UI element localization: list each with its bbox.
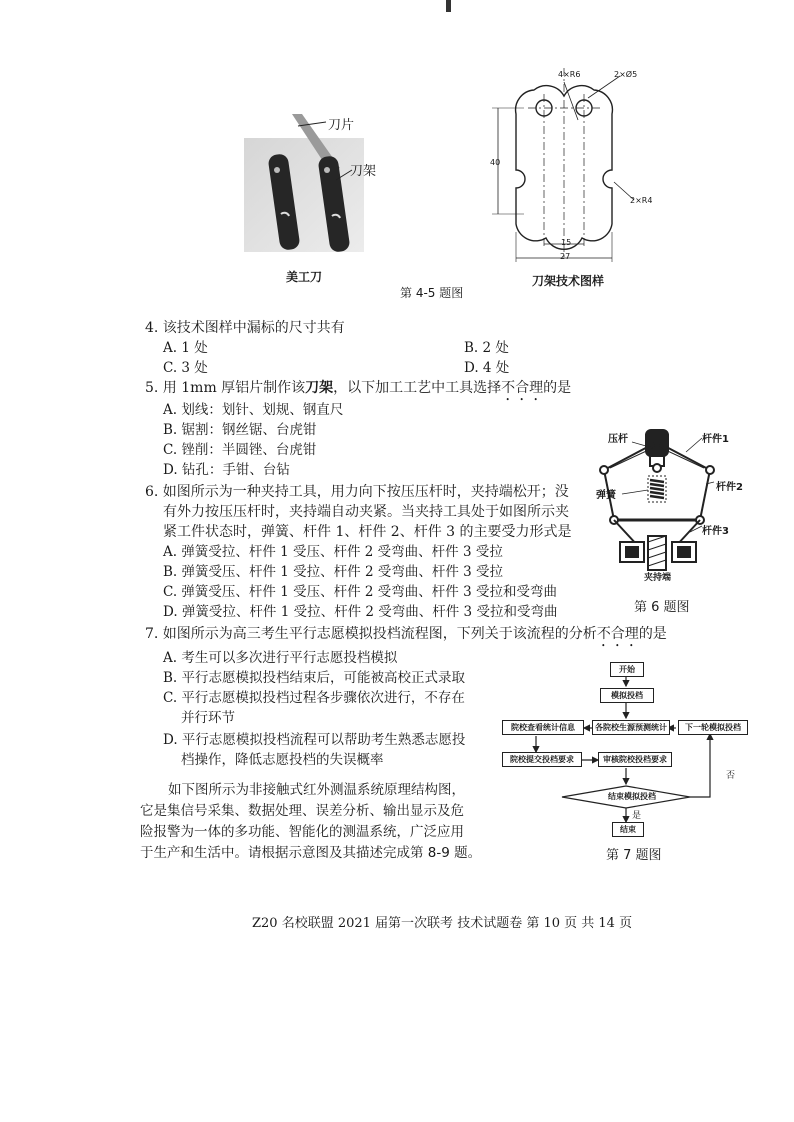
q5-stem-bold: 刀架 (305, 380, 334, 396)
page-footer: Z20 名校联盟 2021 届第一次联考 技术试题卷 第 10 页 共 14 页 (252, 916, 633, 931)
flow-end-sim: 结束模拟投档 (608, 792, 656, 801)
blade-label: 刀片 (328, 118, 355, 133)
q7-caption: 第 7 题图 (606, 848, 662, 863)
clamp-label-rod3: 杆件3 (702, 526, 729, 537)
q4-option-a: A. 1 处 (163, 340, 208, 356)
flow-stats: 各院校生源预测统计 (592, 720, 670, 735)
clamp-label-press-rod: 压杆 (608, 434, 628, 445)
flow-submit-req: 院校提交投档要求 (502, 752, 582, 767)
flow-simulate: 模拟投档 (600, 688, 654, 703)
clamp-label-spring: 弹簧 (596, 490, 616, 501)
flow-no: 否 (726, 771, 736, 781)
q5-stem-after: 的是 (543, 380, 572, 396)
intro-line-4: 于生产和生活中。请根据示意图及其描述完成第 8-9 题。 (140, 845, 482, 861)
q4-option-c: C. 3 处 (163, 360, 208, 376)
q5-option-d: D. 钻孔：手钳、台钻 (163, 462, 290, 478)
clamp-figure (590, 424, 740, 580)
knife-caption: 美工刀 (286, 270, 323, 284)
holder-drawing (484, 64, 660, 268)
q7-option-d-line-1: D. 平行志愿模拟投档流程可以帮助考生熟悉志愿投 (163, 732, 466, 748)
q7-stem-before: 7. 如图所示为高三考生平行志愿模拟投档流程图，下列关于该流程的分析 (145, 626, 597, 642)
q6-stem-line-2: 有外力按压压杆时，夹持端自动夹紧。当夹持工具处于如图所示夹 (163, 504, 569, 520)
q7-stem-after: 的是 (638, 626, 667, 642)
drawing-caption: 刀架技术图样 (532, 274, 605, 288)
q7-option-c-line-1: C. 平行志愿模拟投档过程各步骤依次进行，不存在 (163, 690, 465, 706)
q4-option-d: D. 4 处 (464, 360, 510, 376)
q7-option-c-line-2: 并行环节 (181, 710, 235, 726)
intro-line-3: 险报警为一体的多功能、智能化的测温系统，广泛应用 (140, 824, 464, 840)
dim-r6: 4×R6 (558, 70, 581, 79)
q5-option-b: B. 锯割：钢丝锯、台虎钳 (163, 422, 317, 438)
flow-review-req: 审核院校投档要求 (598, 752, 672, 767)
scan-mark (446, 0, 451, 12)
q7-stem-emph: 不合理 (596, 626, 639, 642)
intro-line-1: 如下图所示为非接触式红外测温系统原理结构图， (168, 782, 465, 798)
dim-r4: 2×R4 (630, 196, 653, 205)
flow-start: 开始 (610, 662, 644, 677)
flow-yes: 是 (632, 811, 642, 821)
q6-caption: 第 6 题图 (634, 600, 690, 615)
dim-40: 40 (490, 158, 501, 167)
q5-stem-middle: ，以下加工工艺中工具选择 (333, 380, 502, 396)
q6-option-a: A. 弹簧受拉、杆件 1 受压、杆件 2 受弯曲、杆件 3 受拉 (163, 544, 503, 560)
q7-option-a: A. 考生可以多次进行平行志愿投档模拟 (163, 650, 398, 666)
q6-option-b: B. 弹簧受压、杆件 1 受拉、杆件 2 受弯曲、杆件 3 受拉 (163, 564, 504, 580)
q5-stem-before: 5. 用 1mm 厚铝片制作该 (145, 380, 306, 396)
q6-option-c: C. 弹簧受压、杆件 1 受压、杆件 2 受弯曲、杆件 3 受拉和受弯曲 (163, 584, 557, 600)
intro-line-2: 它是集信号采集、数据处理、误差分析、输出显示及危 (140, 803, 464, 819)
q7-option-b: B. 平行志愿模拟投档结束后，可能被高校正式录取 (163, 670, 466, 686)
q6-stem-line-3: 紧工件状态时，弹簧、杆件 1、杆件 2、杆件 3 的主要受力形式是 (163, 524, 572, 540)
dim-27: 27 (560, 252, 571, 261)
q5-stem-emph: 不合理 (501, 380, 544, 396)
clamp-label-rod2: 杆件2 (716, 482, 743, 493)
q4-option-b: B. 2 处 (464, 340, 509, 356)
q5-option-a: A. 划线：划针、划规、钢直尺 (163, 402, 344, 418)
holder-label: 刀架 (350, 164, 377, 179)
q7-option-d-line-2: 档操作，降低志愿投档的失误概率 (181, 752, 384, 768)
clamp-label-clamp-end: 夹持端 (644, 573, 672, 583)
q4-stem: 4. 该技术图样中漏标的尺寸共有 (145, 320, 345, 336)
q6-stem-line-1: 6. 如图所示为一种夹持工具，用力向下按压压杆时，夹持端松开；没 (145, 484, 569, 500)
dim-d5: 2×Ø5 (614, 70, 638, 79)
flow-check-info: 院校查看统计信息 (502, 720, 584, 735)
q5-option-c: C. 锉削：半圆锉、台虎钳 (163, 442, 317, 458)
dim-15: 15 (561, 238, 572, 247)
flow-end: 结束 (612, 822, 644, 837)
q6-option-d: D. 弹簧受拉、杆件 1 受拉、杆件 2 受弯曲、杆件 3 受拉和受弯曲 (163, 604, 558, 620)
clamp-label-rod1: 杆件1 (702, 434, 729, 445)
figure-45-caption: 第 4-5 题图 (400, 286, 464, 300)
flow-next-round: 下一轮模拟投档 (678, 720, 748, 735)
q7-stem (145, 624, 667, 650)
flowchart-connectors (500, 656, 760, 846)
